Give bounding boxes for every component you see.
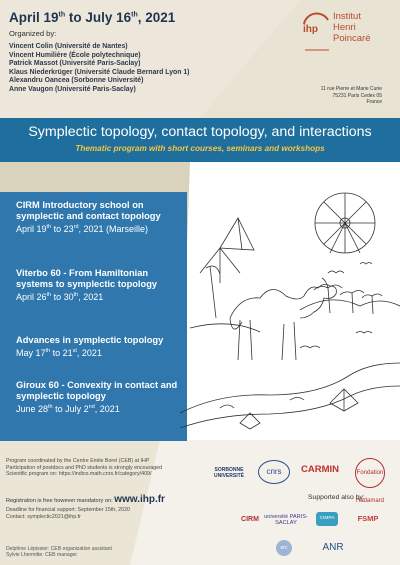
institute-address: 11 rue Pierre et Marie Curie 75231 Paris Cedex 05 France: [320, 86, 382, 106]
organizer: Patrick Massot (Université Paris-Saclay): [9, 60, 141, 68]
organized-by-label: Organized by:: [9, 29, 57, 38]
erc-logo: erc: [276, 540, 292, 556]
fondation-hadamard-logo: Fondation Hadamard: [355, 458, 385, 488]
organizer: Vincent Colin (Université de Nantes): [9, 43, 128, 50]
anr-logo: ANR: [322, 542, 344, 553]
event-date: April 19th to 23rd, 2021 (Marseille): [16, 223, 149, 234]
event-item: [16, 380, 186, 415]
event-item: [16, 335, 186, 359]
scientific-program-link[interactable]: Scientific program on: https://indico.math.cnrs.fr/category/409/: [6, 471, 152, 478]
organizer: Vincent Humilière (École polytechnique): [9, 51, 141, 59]
program-subtitle: Thematic program with short courses, seminars and workshops: [75, 144, 325, 153]
registration-link[interactable]: www.ihp.fr: [114, 494, 165, 505]
contact-email[interactable]: Contact: symplectic2021@ihp.fr: [6, 513, 81, 520]
footer-line: Participation of postdocs and PhD students is strongly encouraged: [6, 464, 163, 471]
cimpa-logo: CIMPA: [316, 512, 338, 526]
event-item: [16, 268, 186, 303]
event-title: Giroux 60 - Convexity in contact and symplectic topology: [16, 380, 178, 401]
ihp-logo: [300, 6, 382, 58]
fsmp-logo: FSMP: [357, 514, 379, 523]
event-title: CIRM Introductory school on symplectic and contact topology: [16, 200, 161, 221]
cnrs-logo: cnrs: [258, 460, 290, 484]
sorbonne-logo: SORBONNE UNIVERSITÉ: [213, 467, 244, 479]
paris-saclay-logo: université PARIS-SACLAY: [264, 514, 308, 526]
organizer-list: [9, 43, 189, 95]
program-title: Symplectic topology, contact topology, and interactions: [28, 124, 372, 140]
camel-illustration: [180, 178, 400, 440]
event-date: June 28th to July 2nd, 2021: [16, 403, 120, 414]
organizer: Alexandru Oancea (Sorbonne Université): [9, 77, 144, 85]
program-dates: April 19th to July 16th, 2021: [9, 10, 176, 25]
institute-name: Institut Henri Poincaré: [333, 11, 371, 44]
event-title: Advances in symplectic topology: [16, 335, 164, 345]
organizer: Anne Vaugon (Université Paris-Saclay): [9, 85, 136, 93]
deadline-contact: Deadline for financial support: September 15th, 2020 Contact: symplectic2021@ihp.fr: [6, 507, 130, 520]
ihp-abbr: ihp: [303, 24, 318, 35]
staff-list: Delphine Lépissier: CEB organization assistant Sylvie Lhermitte: CEB manager: [6, 546, 112, 559]
registration-line: Registration is free however mandatory on: www.ihp.fr: [6, 494, 165, 505]
footer-info: [6, 458, 163, 478]
event-date: May 17th to 21st, 2021: [16, 347, 102, 358]
event-title: Viterbo 60 - From Hamiltonian systems to symplectic topology: [16, 268, 158, 289]
organizer: Klaus Niederkrüger (Université Claude Bernard Lyon 1): [9, 68, 190, 76]
event-date: April 26th to 30th, 2021: [16, 291, 104, 302]
cirm-logo: CIRM: [241, 516, 259, 523]
carmin-logo: CARMIN: [301, 464, 339, 475]
supported-by-label: Supported also by:: [308, 494, 365, 501]
event-item: [16, 200, 186, 235]
footer-line: Program coordinated by the Centre Emile Borel (CEB) at IHP: [6, 458, 150, 464]
